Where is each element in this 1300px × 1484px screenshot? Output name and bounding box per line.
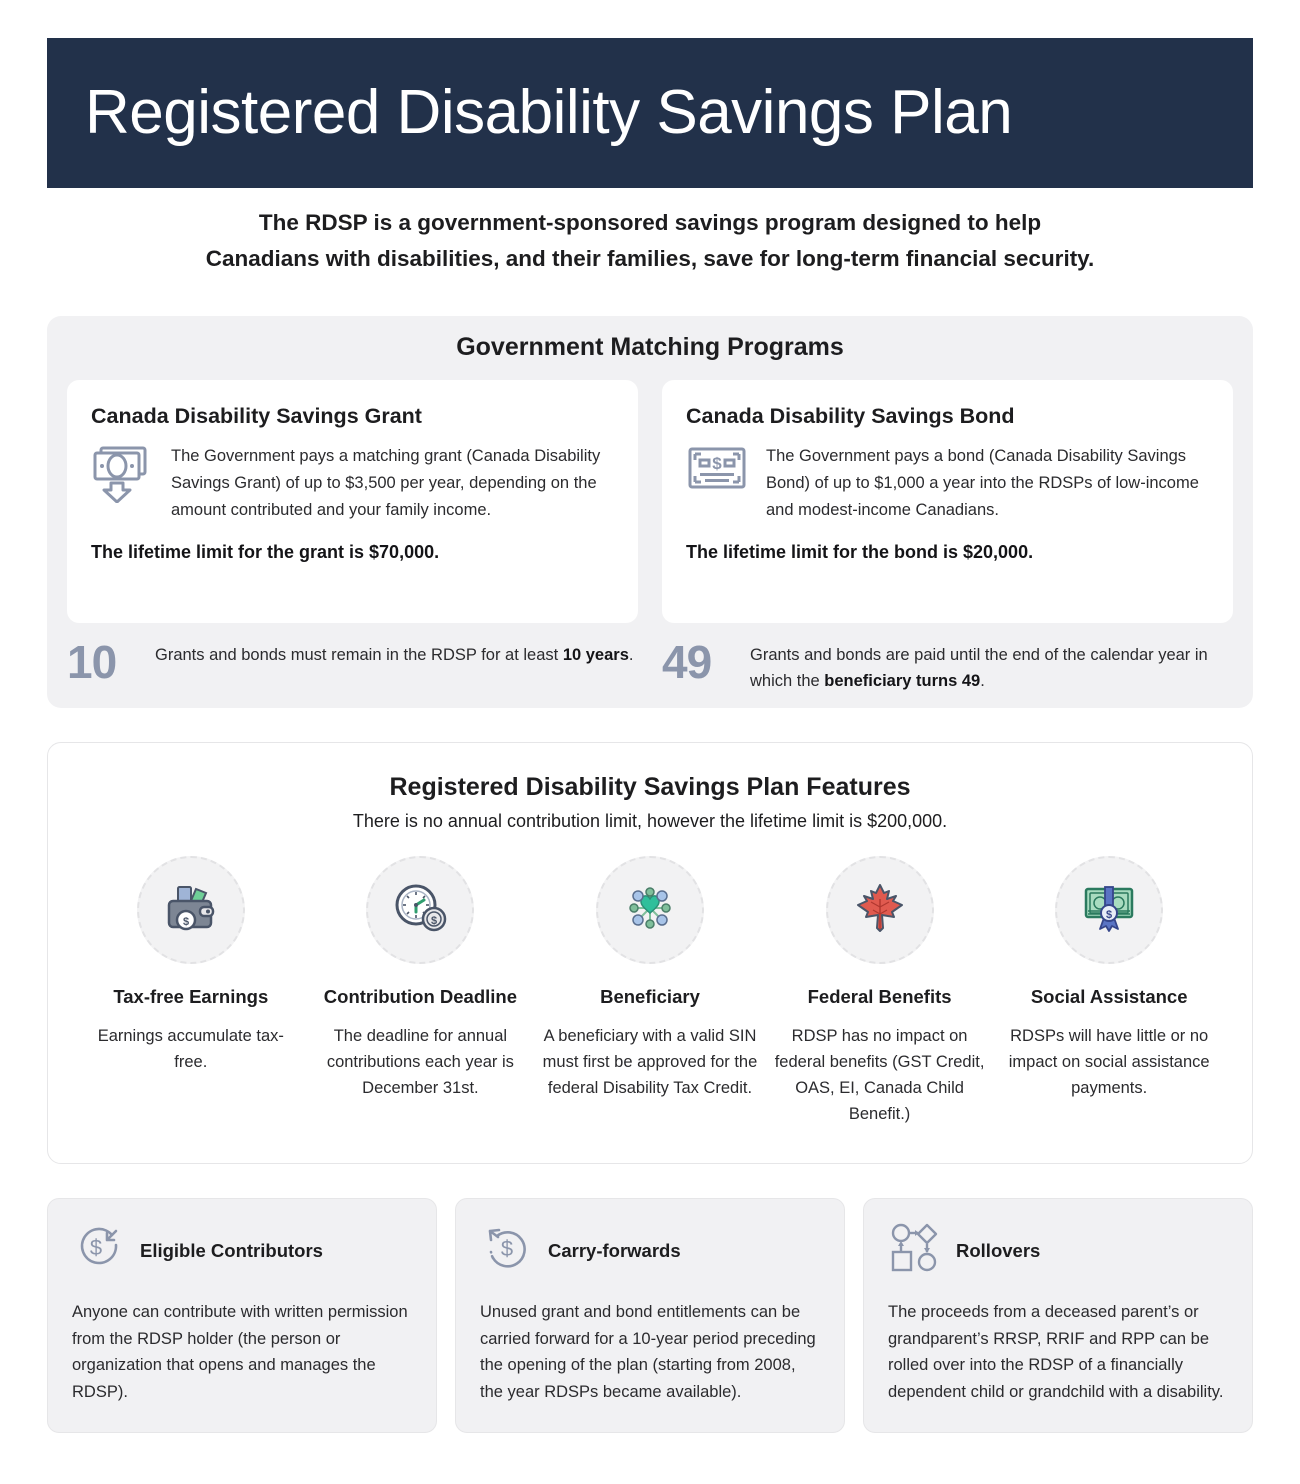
- banknote-down-arrow-icon: [91, 443, 153, 508]
- rollovers-card: [863, 1198, 1253, 1433]
- svg-text:$: $: [1106, 908, 1113, 921]
- feature-beneficiary: [535, 856, 765, 1127]
- svg-text:$: $: [500, 1236, 514, 1261]
- government-matching-title: Government Matching Programs: [456, 333, 844, 361]
- feature-name: Federal Benefits: [807, 986, 952, 1007]
- feature-desc: Earnings accumulate tax-free.: [97, 1027, 284, 1072]
- feature-icon-wrap: [826, 856, 934, 964]
- stat-10-years: [67, 636, 638, 694]
- intro-line-2: Canadians with disabilities, and their families, save for long-term financial security.: [205, 245, 1095, 271]
- feature-name: Tax-free Earnings: [113, 986, 269, 1007]
- network-heart-icon: [621, 881, 679, 940]
- bottom-card-title: Rollovers: [956, 1239, 1041, 1261]
- svg-text:$: $: [89, 1235, 103, 1260]
- stat-text-bold: beneficiary turns 49: [824, 671, 981, 690]
- page-title: Registered Disability Savings Plan: [85, 78, 1013, 147]
- flowchart-transfer-icon: [888, 1221, 942, 1280]
- feature-tax-free-earnings: [76, 856, 306, 1127]
- feature-name: Beneficiary: [600, 986, 700, 1007]
- svg-text:$: $: [182, 915, 189, 928]
- bond-card: [662, 380, 1233, 623]
- grant-card-text: The Government pays a matching grant (Canada Disability Savings Grant) of up to $3,500 per year, depending on the amount contributed and your family income.: [171, 447, 601, 519]
- dollar-circle-back-arrow-icon: [480, 1221, 534, 1280]
- feature-name: Contribution Deadline: [323, 986, 517, 1007]
- features-grid: [48, 832, 1252, 1127]
- feature-icon-wrap: [137, 856, 245, 964]
- intro-text: [0, 205, 1300, 276]
- stats-row: [47, 623, 1253, 694]
- bottom-card-title: Eligible Contributors: [140, 1239, 323, 1261]
- government-matching-panel: [47, 316, 1253, 708]
- feature-name: Social Assistance: [1030, 986, 1188, 1007]
- clock-coin-icon: [391, 881, 449, 940]
- bottom-card-text: Anyone can contribute with written permission from the RDSP holder (the person or organization that opens and manages the RDSP).: [72, 1303, 408, 1402]
- feature-contribution-deadline: [306, 856, 536, 1127]
- feature-desc: RDSP has no impact on federal benefits (GST Credit, OAS, EI, Canada Child Benefit.): [774, 1027, 985, 1124]
- stat-text-before: Grants and bonds must remain in the RDSP for at least: [155, 646, 563, 664]
- bond-card-title: Canada Disability Savings Bond: [686, 404, 1015, 428]
- bond-card-text: The Government pays a bond (Canada Disability Savings Bond) of up to $1,000 a year into the RDSPs of low-income and modest-income Canadians.: [766, 447, 1199, 519]
- feature-icon-wrap: [366, 856, 474, 964]
- wallet-cash-icon: [162, 881, 220, 940]
- features-panel: [47, 742, 1253, 1164]
- feature-federal-benefits: [765, 856, 995, 1127]
- features-subtitle: There is no annual contribution limit, however the lifetime limit is $200,000.: [352, 811, 948, 831]
- feature-social-assistance: [994, 856, 1224, 1127]
- eligible-contributors-card: [47, 1198, 437, 1433]
- stat-age-49: [662, 636, 1233, 694]
- grant-lifetime-limit: The lifetime limit for the grant is $70,000.: [91, 541, 440, 562]
- stat-text-bold: 10 years: [562, 646, 629, 664]
- money-award-ribbon-icon: [1080, 881, 1138, 940]
- dollar-circle-inward-arrow-icon: [72, 1221, 126, 1280]
- banknote-dollar-icon: [686, 443, 748, 498]
- intro-line-1: The RDSP is a government-sponsored savings program designed to help: [258, 210, 1042, 235]
- stat-text-before: Grants and bonds are paid until the end of the calendar year in which the: [750, 646, 1208, 690]
- feature-desc: RDSPs will have little or no impact on social assistance payments.: [1008, 1027, 1210, 1098]
- features-title: Registered Disability Savings Plan Features: [389, 773, 911, 801]
- government-matching-cards: [47, 362, 1253, 623]
- svg-text:$: $: [712, 454, 722, 473]
- stat-text: [750, 639, 1233, 694]
- bottom-cards-row: [47, 1198, 1253, 1433]
- stat-text: [155, 639, 633, 669]
- grant-card-title: Canada Disability Savings Grant: [91, 404, 422, 428]
- stat-number: 49: [662, 636, 712, 688]
- bottom-card-text: Unused grant and bond entitlements can be carried forward for a 10-year period preceding the opening of the plan (starting from 2008, the year RDSPs became available).: [480, 1303, 816, 1402]
- feature-desc: A beneficiary with a valid SIN must first be approved for the federal Disability Tax Credit.: [542, 1027, 758, 1098]
- maple-leaf-icon: [851, 881, 909, 940]
- bottom-card-title: Carry-forwards: [548, 1239, 681, 1261]
- stat-text-after: .: [628, 646, 634, 664]
- feature-icon-wrap: [1055, 856, 1163, 964]
- grant-card: [67, 380, 638, 623]
- bottom-card-text: The proceeds from a deceased parent’s or grandparent’s RRSP, RRIF and RPP can be rolled over into the RDSP of a financially dependent child or grandchild with a disability.: [888, 1303, 1224, 1402]
- carry-forwards-card: [455, 1198, 845, 1433]
- bond-lifetime-limit: The lifetime limit for the bond is $20,000.: [686, 541, 1034, 562]
- header-bar: [47, 38, 1253, 188]
- feature-icon-wrap: [596, 856, 704, 964]
- stat-text-after: .: [980, 671, 985, 690]
- svg-text:$: $: [431, 914, 438, 927]
- feature-desc: The deadline for annual contributions each year is December 31st.: [326, 1027, 514, 1098]
- stat-number: 10: [67, 636, 117, 688]
